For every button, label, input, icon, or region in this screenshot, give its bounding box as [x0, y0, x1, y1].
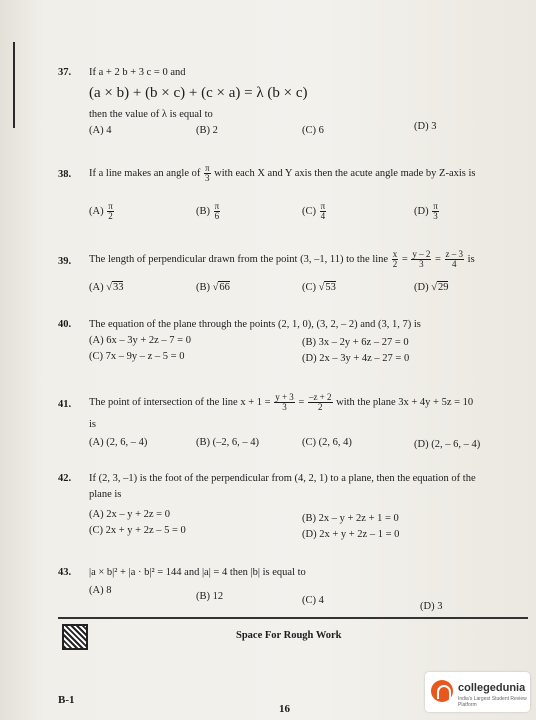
question-43 — [58, 564, 528, 614]
option-b[interactable]: (B) $\frac{\pi}{6}$ — [196, 201, 220, 221]
question-number: 40. — [58, 319, 72, 330]
option-c[interactable]: (C) $\frac{\pi}{4}$ — [302, 201, 326, 221]
option-a[interactable]: (A) 4 — [89, 125, 112, 136]
question-38 — [58, 160, 528, 230]
option-b[interactable]: (B) 2x – y + 2z + 1 = 0 — [302, 513, 399, 524]
option-b[interactable]: (B) 3x – 2y + 6z – 27 = 0 — [302, 337, 409, 348]
question-text-line2: plane is — [89, 489, 122, 500]
option-a[interactable]: (A) $\frac{\pi}{2}$ — [89, 201, 113, 221]
question-text: |a × b|² + |a · b|² = 144 and |a| = 4 then |b| is equal to — [89, 567, 306, 578]
brand-tagline: India's Largest Student Review Platform — [458, 696, 527, 708]
option-d[interactable]: (D) 2x – 3y + 4z – 27 = 0 — [302, 353, 410, 364]
page-number: 16 — [279, 703, 290, 715]
question-text-line1: If a + 2 b + 3 c = 0 and — [89, 67, 186, 78]
question-42 — [58, 472, 528, 547]
angle-fraction: $\frac{\pi}{3}$ — [205, 163, 210, 184]
question-text-line2: (a × b) + (b × c) + (c × a) = λ (b × c) — [89, 85, 308, 101]
option-d[interactable]: (D) √29 — [414, 282, 449, 293]
question-40 — [58, 318, 528, 368]
option-a[interactable]: (A) √33 — [89, 282, 124, 293]
margin-line — [13, 42, 15, 128]
option-b[interactable]: (B) (–2, 6, – 4) — [196, 437, 259, 448]
question-text: If a line makes an angle of $\frac{\pi}{3}$ with each X and Y axis then the acute angle made by Z-axis is — [89, 163, 476, 184]
option-b[interactable]: (B) 2 — [196, 125, 218, 136]
option-a[interactable]: (A) 8 — [89, 585, 112, 596]
option-c[interactable]: (C) (2, 6, 4) — [302, 437, 352, 448]
rough-work-label: Space For Rough Work — [236, 630, 342, 641]
question-text: The length of perpendicular drawn from the point (3, –1, 11) to the line $\frac{x}{2}$ = $\frac{y - 2}{3}$ = $\frac{z - 3}{4}$ is — [89, 249, 475, 270]
option-c[interactable]: (C) 7x – 9y – z – 5 = 0 — [89, 351, 185, 362]
brand-watermark[interactable] — [425, 672, 530, 712]
question-number: 41. — [58, 399, 72, 410]
question-number: 42. — [58, 473, 72, 484]
question-number: 43. — [58, 567, 72, 578]
question-text-line2: is — [89, 419, 97, 430]
question-37 — [58, 64, 528, 144]
option-d[interactable]: (D) 3 — [414, 121, 437, 132]
option-b[interactable]: (B) √66 — [196, 282, 230, 293]
brand-name: collegedunia — [458, 682, 526, 694]
question-text-line1: If (2, 3, –1) is the foot of the perpendicular from (4, 2, 1) to a plane, then the equation of the — [89, 473, 476, 484]
question-number: 38. — [58, 169, 72, 180]
option-d[interactable]: (D) $\frac{\pi}{3}$ — [414, 201, 438, 221]
qr-code-icon — [62, 624, 88, 650]
option-d[interactable]: (D) (2, – 6, – 4) — [414, 439, 481, 450]
option-b[interactable]: (B) 12 — [196, 591, 224, 602]
option-a[interactable]: (A) (2, 6, – 4) — [89, 437, 148, 448]
question-number: 37. — [58, 67, 72, 78]
option-c[interactable]: (C) 4 — [302, 595, 324, 606]
question-number: 39. — [58, 256, 72, 267]
question-39 — [58, 245, 528, 305]
option-a[interactable]: (A) 2x – y + 2z = 0 — [89, 509, 170, 520]
option-d[interactable]: (D) 3 — [420, 601, 443, 612]
question-text-line3: then the value of λ is equal to — [89, 109, 213, 120]
option-c[interactable]: (C) 6 — [302, 125, 324, 136]
option-d[interactable]: (D) 2x + y + 2z – 1 = 0 — [302, 529, 400, 540]
option-a[interactable]: (A) 6x – 3y + 2z – 7 = 0 — [89, 335, 191, 346]
booklet-code: B-1 — [58, 694, 75, 706]
option-c[interactable]: (C) √53 — [302, 282, 336, 293]
question-text: The equation of the plane through the points (2, 1, 0), (3, 2, – 2) and (3, 1, 7) is — [89, 319, 421, 330]
divider-line — [58, 617, 528, 619]
question-text: The point of intersection of the line x + 1 = $\frac{y + 3}{3}$ = $\frac{-z + 2}{2}$ with the plane 3x + 4y + 5z = 10 — [89, 392, 474, 413]
question-41 — [58, 388, 528, 458]
collegedunia-logo-icon — [431, 680, 453, 702]
option-c[interactable]: (C) 2x + y + 2z – 5 = 0 — [89, 525, 186, 536]
